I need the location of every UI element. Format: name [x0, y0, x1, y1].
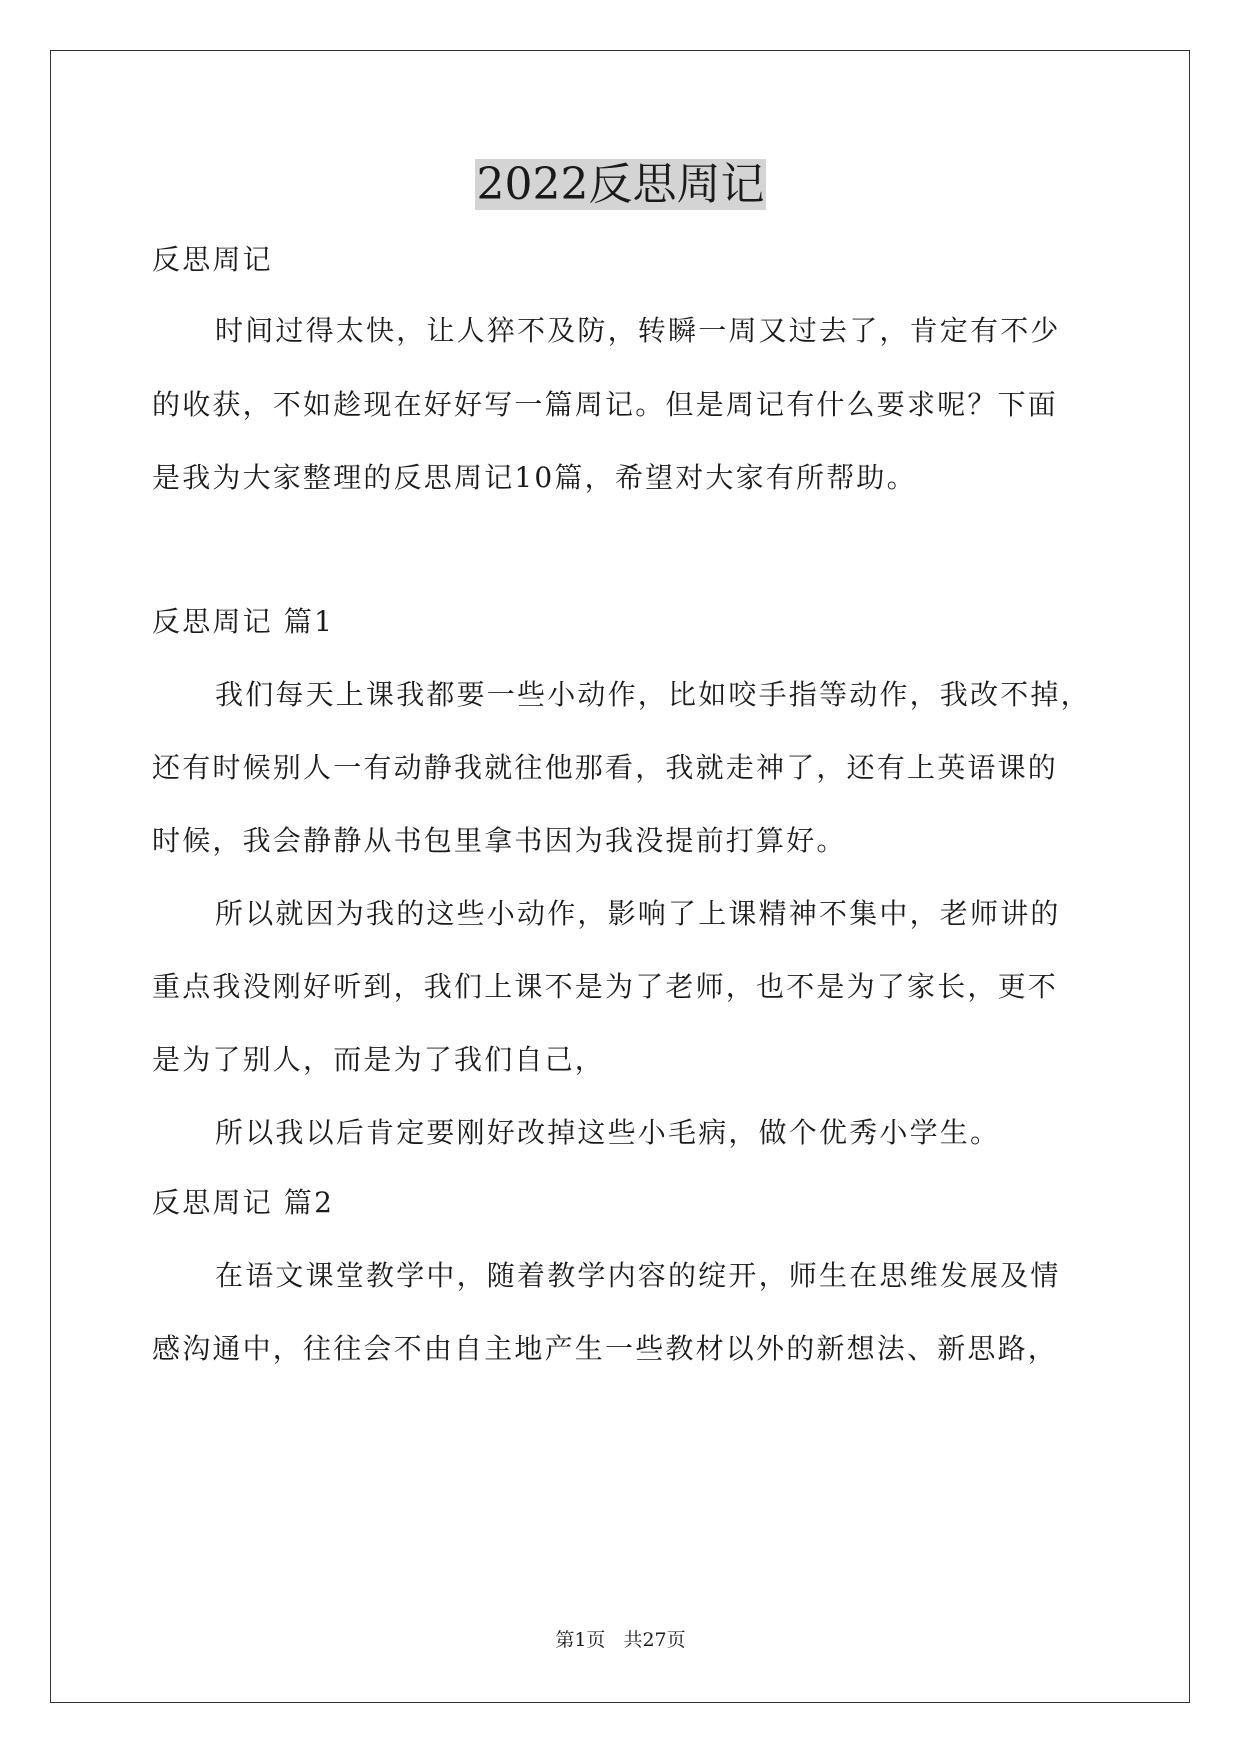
paragraph-line: 的收获，不如趁现在好好写一篇周记。但是周记有什么要求呢？下面	[152, 388, 1059, 421]
paragraph-line: 感沟通中，往往会不由自主地产生一些教材以外的新想法、新思路，	[152, 1332, 1059, 1365]
paragraph-line: 是为了别人，而是为了我们自己，	[152, 1043, 606, 1076]
paragraph-line: 是我为大家整理的反思周记10篇，希望对大家有所帮助。	[152, 461, 917, 494]
paragraph-line: 时间过得太快，让人猝不及防，转瞬一周又过去了，肯定有不少	[215, 314, 1061, 347]
paragraph-line: 所以我以后肯定要刚好改掉这些小毛病，做个优秀小学生。	[215, 1116, 1001, 1149]
page-footer	[0, 1628, 1241, 1652]
page-number: 第1页	[555, 1629, 606, 1651]
page-total: 共27页	[623, 1629, 686, 1651]
document-title-text: 2022反思周记	[476, 159, 765, 210]
paragraph-line: 我们每天上课我都要一些小动作，比如咬手指等动作，我改不掉，	[215, 678, 1091, 711]
document-title	[0, 157, 1241, 213]
paragraph-line: 所以就因为我的这些小动作，影响了上课精神不集中，老师讲的	[215, 897, 1061, 930]
section-heading-2: 反思周记 篇2	[152, 1186, 335, 1219]
intro-heading: 反思周记	[152, 243, 273, 276]
paragraph-line: 还有时候别人一有动静我就往他那看，我就走神了，还有上英语课的	[152, 751, 1059, 784]
page-border	[50, 50, 1190, 1703]
paragraph-line: 在语文课堂教学中，随着教学内容的绽开，师生在思维发展及情	[215, 1259, 1061, 1292]
section-heading-1: 反思周记 篇1	[152, 605, 335, 638]
paragraph-line: 重点我没刚好听到，我们上课不是为了老师，也不是为了家长，更不	[152, 970, 1059, 1003]
paragraph-line: 时候，我会静静从书包里拿书因为我没提前打算好。	[152, 824, 847, 857]
